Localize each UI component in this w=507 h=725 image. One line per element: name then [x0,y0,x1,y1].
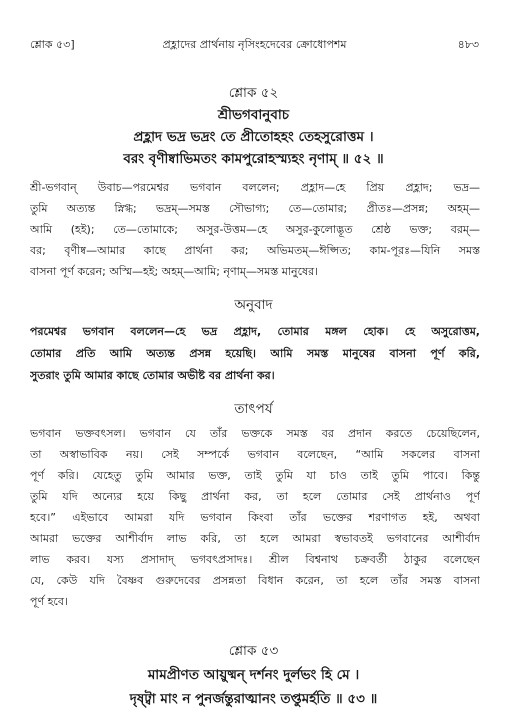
running-header [30,36,479,54]
purport-line: যে, কেউ যদি বৈষ্ণব গুরুদেবের প্রসন্নতা বিধান করেন, তা হলে তাঁর সমস্ত বাসনা [30,574,480,587]
translation-block [30,321,480,387]
verse-52-title: শ্লোক ৫২ [228,85,279,101]
translation-line: সুতরাং তুমি আমার কাছে তোমার অভীষ্ট বর প্রার্থনা কর। [30,369,275,382]
purport-title: তাৎপর্য [234,401,273,417]
synonyms-line: তুমি অত্যন্ত স্নিগ্ধ; ভদ্রম্‌—সমস্ত সৌভাগ্য; তে—তোমার; প্রীতঃ—প্রসন্ন; অহম্‌— [30,202,480,215]
page-number: ৪৮৩ [457,38,479,51]
translation-title: অনুবাদ [234,297,273,313]
synonyms-line: বাসনা পূর্ণ করেন; অস্মি—হই; অহম্‌—আমি; নৃণাম্‌—সমস্ত মানুষের। [30,265,319,278]
verse-52-line-2: বরং বৃণীষ্বাভিমতং কামপুরোহস্ম্যহং নৃণাম্‌ ॥ ৫২ ॥ [123,151,384,167]
purport-line: ভগবান ভক্তবৎসল। ভগবান যে তাঁর ভক্তকে সমস্ত বর প্রদান করতে চেয়েছিলেন, [30,427,480,440]
purport-block [30,423,480,612]
verse-52-line-1: প্রহ্লাদ ভদ্র ভদ্রং তে প্রীতোহহং তেহসুরোত্তম । [133,129,374,145]
purport-line: পূর্ণ করি। যেহেতু তুমি আমার ভক্ত, তাই তুমি যা চাও তাই তুমি পাবে। কিন্তু [30,469,480,482]
synonyms-line: শ্রী-ভগবান্‌ উবাচ—পরমেশ্বর ভগবান বললেন; প্রহ্লাদ—হে প্রিয় প্রহ্লাদ; ভদ্র— [30,181,480,194]
verse-53-line-2: দৃষ্ট্বা মাং ন পুনর্জন্তুরাত্মানং তপ্তুমর্হতি ॥ ৫৩ ॥ [129,691,378,707]
translation-line: তোমার প্রতি আমি অত্যন্ত প্রসন্ন হয়েছি। আমি সমস্ত মানুষের বাসনা পূর্ণ করি, [30,347,480,360]
purport-line: তুমি যদি অন্যের হয়ে কিছু প্রার্থনা কর, তা হলে তোমার সেই প্রার্থনাও পূর্ণ [30,490,480,503]
purport-line: পূর্ণ হবে। [30,595,68,608]
header-chapter-title: প্রহ্লাদের প্রার্থনায় নৃসিংহদেবের ক্রোধোপশম [162,38,347,51]
purport-line: তা অস্বাভাবিক নয়। সেই সম্পর্কে ভগবান বলেছেন, “আমি সকলের বাসনা [30,448,480,461]
verse-53-title: শ্লোক ৫৩ [228,643,279,659]
synonyms-block [30,177,480,282]
purport-line: আমরা ভক্তের আশীর্বাদ লাভ করি, তা হলে আমরা স্বভাবতই ভগবানের আশীর্বাদ [30,532,480,545]
verse-52-speaker: শ্রীভগবানুবাচ [217,107,290,123]
synonyms-line: আমি (হই); তে—তোমাকে; অসুর-উত্তম—হে অসুর-কুলোদ্ভূত শ্রেষ্ঠ ভক্ত; বরম্‌— [30,223,480,236]
synonyms-line: বর; বৃণীষ্ব—আমার কাছে প্রার্থনা কর; অভিমতম্‌—ঈপ্সিত; কাম-পূরঃ—যিনি সমস্ত [30,244,480,257]
purport-line: লাভ করব। যস্য প্রসাদাদ্‌ ভগবৎপ্রসাদঃ। শ্রীল বিশ্বনাথ চক্রবর্তী ঠাকুর বলেছেন [30,553,480,566]
purport-line: হবে।” এইভাবে আমরা যদি ভগবান কিংবা তাঁর ভক্তের শরণাগত হই, অথবা [30,511,480,524]
verse-53-line-1: মামপ্রীণত আয়ুষ্মন্‌ দর্শনং দুর্লভং হি মে । [147,667,360,683]
translation-line: পরমেশ্বর ভগবান বললেন—হে ভদ্র প্রহ্লাদ, তোমার মঙ্গল হোক। হে অসুরোত্তম, [30,325,480,338]
header-verse-ref: শ্লোক ৫৩] [30,38,75,51]
